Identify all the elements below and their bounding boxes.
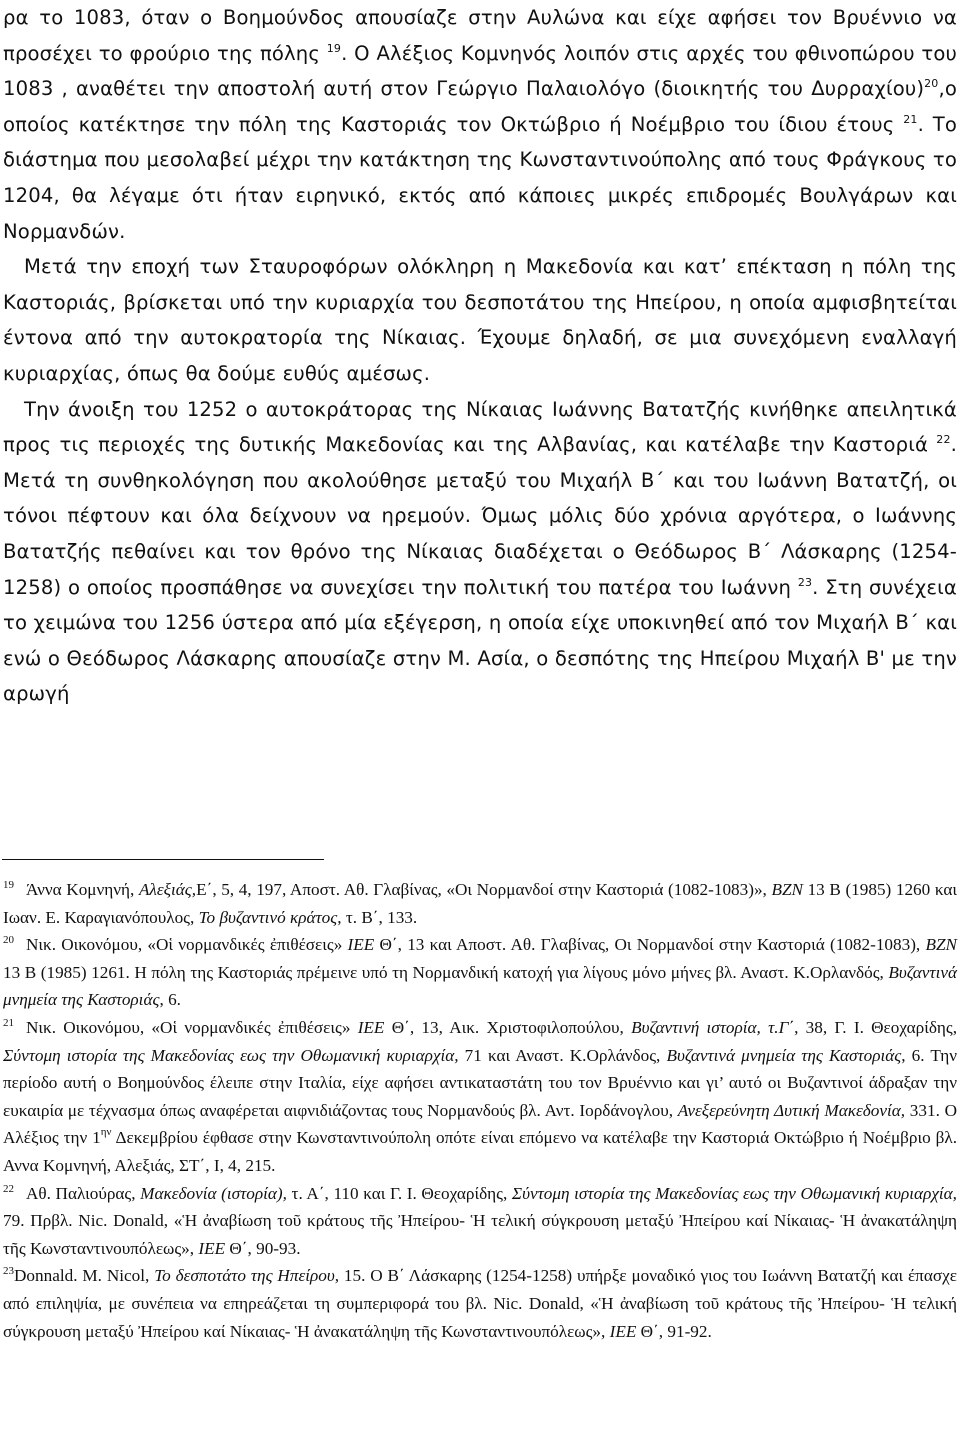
italic-text: Βυζαντινή ιστορία, τ.Γ΄ bbox=[631, 1017, 795, 1037]
text-run: , 6. Την περίοδο αυτή ο Βοημούνδος έλειπε στην Ιταλία, είχε αφήσει αντικαταστάτη του τον Βρυέννιο και γι’ αυτό οι Βυζαντινοί άδραξαν την ευκαιρία με τέχνασμα όπως αναφέρεται αιφνιδιάζοντας τους Νορμανδούς βλ. Αντ. Ιορδάνογλου, bbox=[3, 1045, 957, 1120]
italic-text: BZN bbox=[771, 880, 803, 899]
footnote-ref: 21 bbox=[903, 112, 918, 126]
footnote-number: 19 bbox=[3, 879, 14, 891]
footnote-number: 22 bbox=[3, 1182, 14, 1195]
footnote-number: 20 bbox=[3, 934, 14, 947]
footnote-22 bbox=[3, 1180, 957, 1263]
text-run: Αθ. Παλιούρας, bbox=[26, 1183, 141, 1203]
footnote-ref: 22 bbox=[936, 433, 951, 447]
text-run: . Μετά τη συνθηκολόγηση που ακολούθησε μεταξύ του Μιχαήλ Β΄ και του Ιωάννη Βατατζή, οι τόνοι πέφτουν και όλα δείχνουν να ηρεμούν. Όμως μόλις δύο χρόνια αργότερα, ο Ιωάννης Βατατζής πεθαίνει και τον θρόνο της Νίκαιας διαδέχεται ο Θεόδωρος Β΄ Λάσκαρης (1254-1258) ο οποίος προσπάθησε να συνεχίσει την πολιτική του πατέρα του Ιωάννη bbox=[3, 433, 957, 599]
italic-text: Μακεδονία (ιστορία), bbox=[140, 1183, 287, 1203]
text-run: ,ο οποίος κατέκτησε την πόλη της Καστοριάς τον Οκτώβριο ή Νοέμβριο του ίδιου έτους bbox=[3, 77, 957, 136]
text-run: . Ο Αλέξιος Κομνηνός λοιπόν στις αρχές του φθινοπώρου του 1083 , αναθέτει την αποστολή αυτή στον Γεώργιο Παλαιολόγο (διοικητής του Δυρραχίου) bbox=[3, 41, 957, 101]
paragraph bbox=[3, 249, 957, 391]
text-run: 13 Β (1985) 1260 και Ιωαν. Ε. Καραγιανόπουλος, bbox=[3, 880, 957, 927]
text-run: Θ΄, 90-93. bbox=[225, 1238, 301, 1258]
footnote-19 bbox=[3, 876, 957, 931]
text-run: 13 Β (1985) 1261. Η πόλη της Καστοριάς πρέμεινε υπό τη Νορμανδική κατοχή για λίγους μόνο μήνες βλ. Αναστ. Κ.Ορλανδός, bbox=[3, 962, 889, 982]
footnote-ref: 19 bbox=[326, 41, 342, 55]
text-run: Ε΄, 5, 4, 197, Αποστ. Αθ. Γλαβίνας, «Οι Νορμανδοί στην Καστοριά (1082-1083)», bbox=[196, 880, 772, 899]
footnote-21 bbox=[3, 1014, 957, 1180]
text-run: 71 και Αναστ. Κ.Ορλάνδος, bbox=[458, 1045, 667, 1065]
text-run: , 6. bbox=[159, 990, 181, 1010]
paragraph bbox=[3, 392, 957, 712]
italic-text: ΙΕΕ bbox=[609, 1321, 637, 1341]
footnote-ref: ην bbox=[100, 1126, 112, 1139]
italic-text: Σύντομη ιστορία της Μακεδονίας εως την Οθωμανική κυριαρχία, bbox=[3, 1045, 459, 1065]
text-run: Θ΄, 13 και Αποστ. Αθ. Γλαβίνας, Οι Νορμανδοί στην Καστοριά (1082-1083), bbox=[374, 935, 926, 955]
text-run: Μετά την εποχή των Σταυροφόρων ολόκληρη η Μακεδονία και κατ’ επέκταση η πόλη της Καστοριάς, βρίσκεται υπό την κυριαρχία του δεσποτάτου της Ηπείρου, η οποία αμφισβητείται έντονα από την αυτοκρατορία της Νίκαιας. Έχουμε δηλαδή, σε μια συνεχόμενη εναλλαγή κυριαρχίας, όπως θα δούμε ευθύς αμέσως. bbox=[3, 255, 957, 385]
footnotes bbox=[3, 876, 957, 1345]
italic-text: Σύντομη ιστορία της Μακεδονίας εως την Οθωμανική κυριαρχία, bbox=[511, 1183, 957, 1203]
footnote-number: 21 bbox=[3, 1016, 14, 1029]
italic-text: ΙΕΕ bbox=[347, 935, 375, 955]
text-run: Donnald. Μ. Nicol, bbox=[14, 1266, 155, 1286]
footnote-20 bbox=[3, 931, 957, 1014]
text-run: . Το διάστημα που μεσολαβεί μέχρι την κατάκτηση της Κωνσταντινούπολης από τους Φράγκους το 1204, θα λέγαμε ότι ήταν ειρηνικό, εκτός από κάποιες μικρές επιδρομές Βουλγάρων και Νορμανδών. bbox=[3, 112, 958, 243]
text-run: ρα το 1083, όταν ο Βοημούνδος απουσίαζε στην Αυλώνα και είχε αφήσει τον Βρυέννιο να προσέχει το φρούριο της πόλης bbox=[3, 6, 957, 65]
text-run: , 15. Ο Β΄ Λάσκαρης (1254-1258) υπήρξε μοναδικό γιος του Ιωάννη Βατατζή και έπασχε από επιληψία, με συνέπεια να επηρεάζεται τη συμπεριφορά του βλ. Nic. Donald, «Ἡ ἀναβίωση τοῦ κράτους τῆς Ἠπείρου- Ἡ τελική σύγκρουση μεταξύ Ἠπείρου καί Νίκαιας- Ἡ ἀνακατάληψη τῆς Κωνσταντινουπόλεως», bbox=[3, 1266, 957, 1341]
text-run: , 38, Γ. Ι. Θεοχαρίδης, bbox=[794, 1017, 958, 1037]
text-run: , τ. Β΄, 133. bbox=[337, 907, 418, 927]
italic-text: Το βυζαντινό κράτος bbox=[198, 907, 338, 927]
text-run: Δεκεμβρίου έφθασε στην Κωνσταντινούπολη οπότε είναι επόμενο να κατέλαβε την Καστοριά Οκτώβριο ή Νοέμβριο βλ. Αννα Κομνηνή, Αλεξιάς, ΣΤ΄, Ι, 4, 215. bbox=[3, 1128, 957, 1175]
footnote-23 bbox=[3, 1262, 957, 1345]
text-run: 79. Πρβλ. Nic. Donald, «Ἡ ἀναβίωση τοῦ κράτους τῆς Ἠπείρου- Ἡ τελική σύγκρουση μεταξύ Ἠπείρου καί Νίκαιας- Ἡ ἀνακατάληψη τῆς Κωνσταντινουπόλεως», bbox=[3, 1211, 957, 1258]
italic-text: ΙΕΕ bbox=[198, 1238, 226, 1258]
footnote-separator bbox=[2, 859, 324, 860]
italic-text: Βυζαντινά μνημεία της Καστοριάς bbox=[666, 1045, 902, 1065]
italic-text: ΙΕΕ bbox=[357, 1017, 385, 1037]
text-run: Θ΄, 91-92. bbox=[636, 1321, 712, 1341]
italic-text: Το δεσποτάτο της Ηπείρου bbox=[154, 1266, 335, 1286]
text-run: Την άνοιξη του 1252 ο αυτοκράτορας της Νίκαιας Ιωάννης Βατατζής κινήθηκε απειλητικά προς τις περιοχές της δυτικής Μακεδονίας και της Αλβανίας, και κατέλαβε την Καστοριά bbox=[3, 397, 957, 457]
text-run: Νικ. Οικονόμου, «Οἱ νορμανδικές ἐπιθέσεις» bbox=[26, 1017, 358, 1037]
footnote-ref: 20 bbox=[924, 77, 939, 91]
italic-text: BZN bbox=[925, 935, 957, 955]
italic-text: Αλεξιάς, bbox=[138, 880, 197, 899]
paragraph bbox=[3, 0, 957, 249]
italic-text: Ανεξερεύνητη Δυτική Μακεδονία, bbox=[677, 1100, 906, 1120]
footnote-number: 23 bbox=[3, 1265, 14, 1278]
text-run: . Στη συνέχεια το χειμώνα του 1256 ύστερα από μία εξέγερση, η οποία είχε υποκινηθεί από τον Μιχαήλ Β΄ και ενώ ο Θεόδωρος Λάσκαρης απουσίαζε στην Μ. Ασία, ο δεσπότης της Ηπείρου Μιχαήλ Β' με την αρωγή bbox=[3, 575, 957, 706]
text-run: Θ΄, 13, Αικ. Χριστοφιλοπούλου, bbox=[384, 1017, 632, 1037]
text-run: Άννα Κομνηνή, bbox=[26, 880, 139, 899]
footnote-ref: 23 bbox=[797, 575, 813, 589]
text-run: Νικ. Οικονόμου, «Οἱ νορμανδικές ἐπιθέσεις» bbox=[26, 935, 348, 955]
body-text bbox=[3, 0, 957, 712]
italic-text: Βυζαντινά μνημεία της Καστοριάς bbox=[3, 962, 957, 1010]
text-run: τ. Α΄, 110 και Γ. Ι. Θεοχαρίδης, bbox=[286, 1183, 512, 1203]
text-run: 331. Ο Αλέξιος την 1 bbox=[3, 1100, 957, 1148]
